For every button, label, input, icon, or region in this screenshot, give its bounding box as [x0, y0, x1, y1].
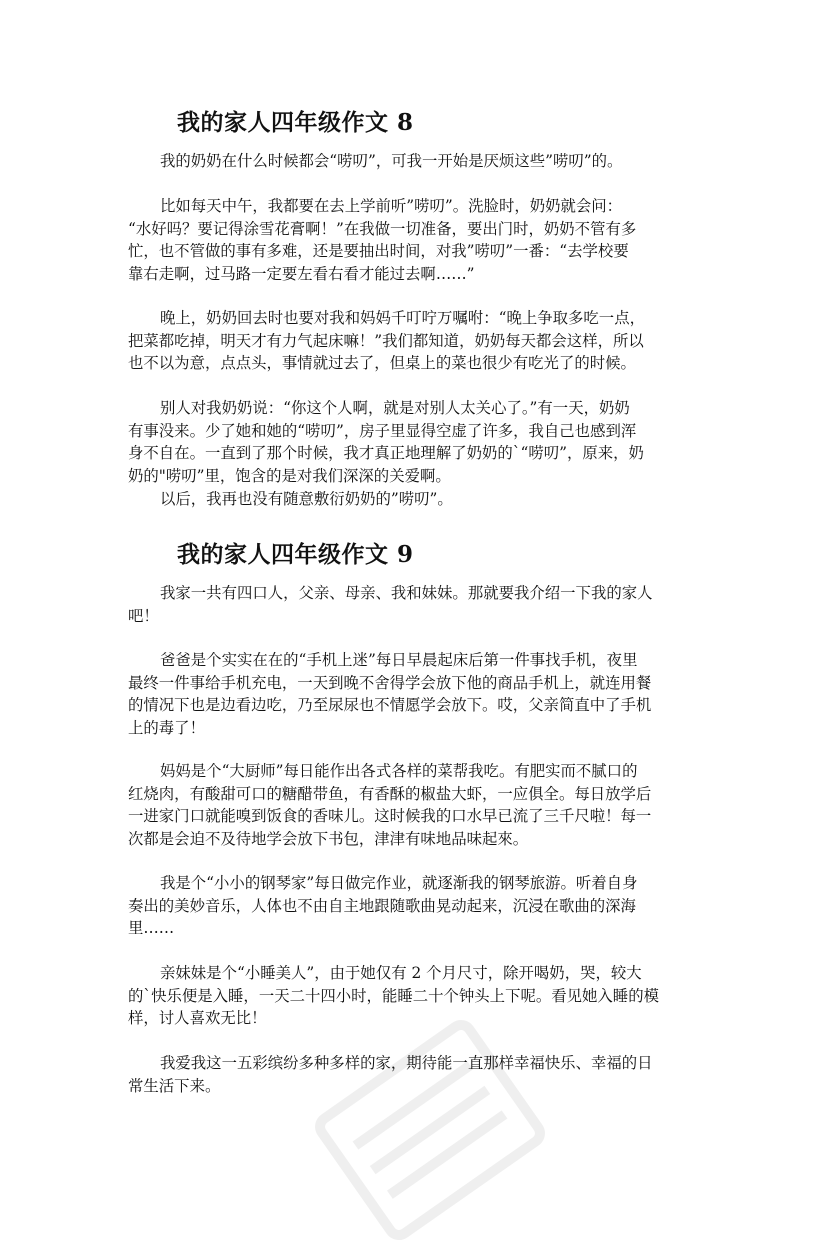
essay-title-9: 我的家人四年级作文 9 — [177, 541, 414, 568]
text-line: 最终一件事给手机充电，一天到晚不舍得学会放下他的商品手机上，就连用餐 — [128, 673, 652, 692]
watermark-graphic — [300, 1000, 560, 1260]
text-line: 常生活下来。 — [128, 1076, 221, 1095]
text-line: 奏出的美妙音乐，人体也不由自主地跟随歌曲晃动起来，沉浸在歌曲的深海 — [128, 896, 636, 915]
paragraph-8-3 — [128, 307, 708, 375]
paragraph-8-5 — [128, 488, 708, 511]
text-line: 我家一共有四口人，父亲、母亲、我和妹妹。那就要我介绍一下我的家人 — [160, 584, 653, 602]
text-line: 里…… — [128, 919, 175, 937]
text-line: 吧！ — [128, 606, 159, 625]
paragraph-9-1 — [128, 582, 708, 627]
text-line: 也不以为意，点点头，事情就过去了，但桌上的菜也很少有吃光了的时候。 — [128, 354, 636, 372]
text-line: 有事没来。少了她和她的“唠叨”，房子里显得空虚了许多，我自己也感到浑 — [128, 421, 637, 440]
text-line: 的情况下也是边看边吃，乃至尿尿也不情愿学会放下。哎，父亲简直中了手机 — [128, 696, 652, 714]
text-line: 爸爸是个实实在在的“手机上迷”每日早晨起床后第一件事找手机，夜里 — [160, 651, 638, 669]
text-line: 上的毒了！ — [128, 718, 205, 737]
paragraph-9-6 — [128, 1052, 708, 1097]
text-line: 妈妈是个“大厨师”每日能作出各式各样的菜帮我吃。有肥实而不腻口的 — [160, 762, 638, 780]
text-line: 忙，也不管做的事有多难，还是要抽出时间，对我”唠叨”一番：“去学校要 — [128, 242, 629, 260]
text-line: 别人对我奶奶说：“你这个人啊，就是对别人太关心了。”有一天，奶奶 — [160, 399, 630, 417]
text-line: 以后，我再也没有随意敷衍奶奶的”唠叨”。 — [160, 490, 453, 508]
essay-title-8: 我的家人四年级作文 8 — [177, 109, 414, 136]
text-line: 红烧肉，有酸甜可口的糖醋带鱼，有香酥的椒盐大虾，一应俱全。每日放学后 — [128, 784, 652, 803]
paragraph-8-1 — [128, 150, 708, 173]
text-line: 我的奶奶在什么时候都会“唠叨”，可我一开始是厌烦这些”唠叨”的。 — [160, 152, 623, 170]
text-line: 身不自在。一直到了那个时候，我才真正地理解了奶奶的`“唠叨”，原来，奶 — [128, 444, 644, 462]
paragraph-9-5 — [128, 962, 708, 1030]
paragraph-9-2 — [128, 649, 708, 739]
text-line: 我是个“小小的钢琴家”每日做完作业，就逐渐我的钢琴旅游。听着自身 — [160, 874, 638, 892]
text-line: 一进家门口就能嗅到饭食的香味儿。这时候我的口水早已流了三千尺啦！每一 — [128, 807, 652, 825]
text-line: 比如每天中午，我都要在去上学前听”唠叨”。洗脸时，奶奶就会问： — [160, 197, 623, 215]
paragraph-8-2 — [128, 195, 708, 285]
text-line: 我爱我这一五彩缤纷多种多样的家，期待能一直那样幸福快乐、幸福的日 — [160, 1054, 653, 1072]
text-line: 的`快乐便是入睡，一天二十四小时，能睡二十个钟头上下呢。看见她入睡的模 — [128, 986, 659, 1005]
paragraph-9-3 — [128, 760, 708, 850]
paragraph-8-4 — [128, 397, 708, 487]
text-line: 晚上，奶奶回去时也要对我和妈妈千叮咛万嘱咐：“晚上争取多吃一点， — [160, 309, 645, 327]
paragraph-9-4 — [128, 872, 708, 940]
text-line: 奶的"唠叨”里，饱含的是对我们深深的关爱啊。 — [128, 466, 451, 485]
text-line: 把菜都吃掉，明天才有力气起床嘛！”我们都知道，奶奶每天都会这样，所以 — [128, 331, 644, 350]
text-line: 靠右走啊，过马路一定要左看右看才能过去啊……” — [128, 264, 475, 283]
text-line: “水好吗？要记得涂雪花膏啊！”在我做一切准备，要出门时，奶奶不管有多 — [128, 219, 637, 238]
text-line: 亲妹妹是个“小睡美人”，由于她仅有 2 个月尺寸，除开喝奶，哭，较大 — [160, 964, 642, 982]
text-line: 次都是会迫不及待地学会放下书包，津津有味地品味起來。 — [128, 829, 529, 848]
text-line: 样，讨人喜欢无比！ — [128, 1009, 267, 1027]
